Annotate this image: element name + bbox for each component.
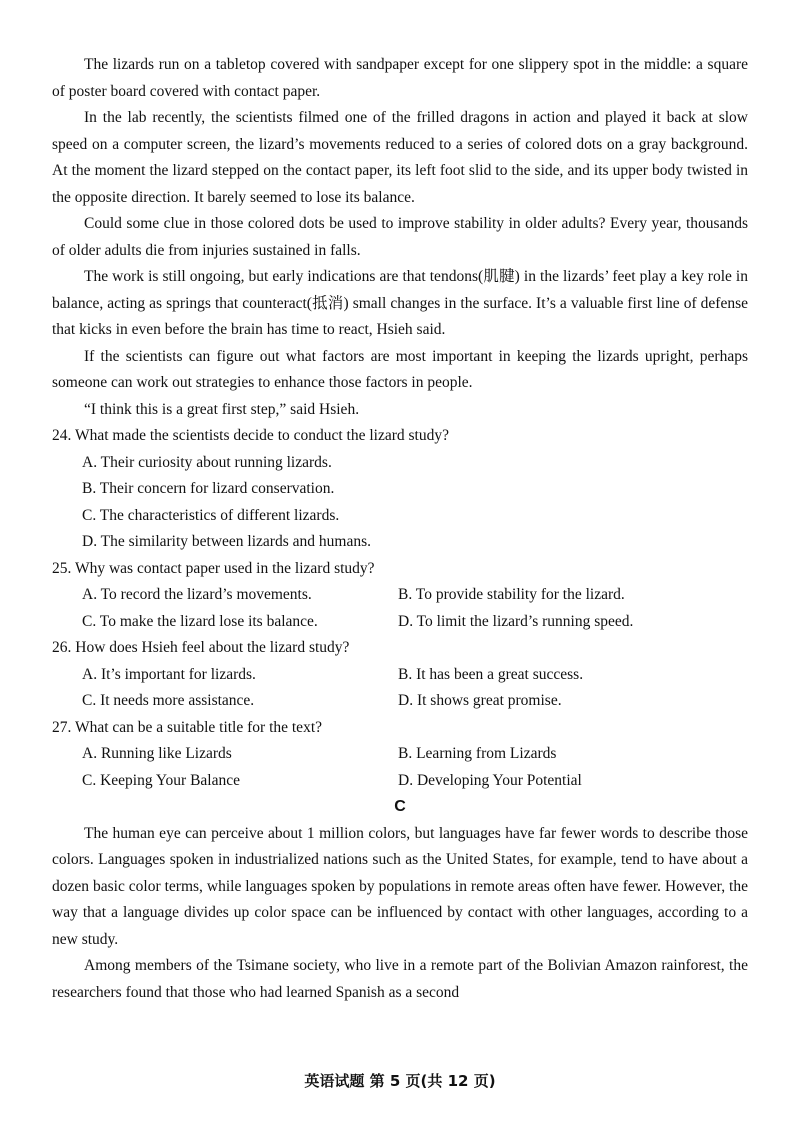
passage-b-paragraph-2: In the lab recently, the scientists filmed one of the frilled dragons in action and played it back at slow speed on a computer screen, the lizard’s movements reduced to a series of colored dots on a gray background. At the moment the lizard stepped on the contact paper, its left foot slid to the side, and its upper body twisted in the opposite direction. It barely seemed to lose its balance.: [52, 109, 748, 206]
passage-b-paragraph-4: The work is still ongoing, but early indications are that tendons(肌腱) in the lizards’ feet play a key role in balance, acting as springs that counteract(抵消) small changes in the surface. It’s a valuable first line of defense that kicks in even before the brain has time to react, Hsieh said.: [52, 268, 748, 338]
passage-c-paragraph-1: The human eye can perceive about 1 million colors, but languages have far fewer words to describe those colors. Languages spoken in industrialized nations such as the United States, for example, tend to have about a dozen basic color terms, while languages spoken by populations in remote areas often have fewer. However, the way that a language divides up color space can be influenced by contact with other languages, according to a new study.: [52, 824, 748, 948]
option-a: A. To record the lizard’s movements.: [82, 586, 312, 603]
question-24: [52, 423, 748, 556]
passage-c-paragraph-2: Among members of the Tsimane society, who live in a remote part of the Bolivian Amazon rainforest, the researchers found that those who had learned Spanish as a second: [52, 957, 748, 1001]
option-c: C. The characteristics of different lizards.: [82, 506, 340, 524]
question-stem: 25. Why was contact paper used in the lizard study?: [52, 559, 375, 577]
option-a: A. Running like Lizards: [82, 745, 232, 762]
question-options: [52, 741, 748, 794]
passage-b-paragraph-3: Could some clue in those colored dots be used to improve stability in older adults? Every year, thousands of older adults die from injuries sustained in falls.: [52, 215, 748, 259]
option-a: A. It’s important for lizards.: [82, 665, 256, 683]
option-d: D. To limit the lizard’s running speed.: [398, 612, 634, 630]
option-b: B. To provide stability for the lizard.: [398, 586, 625, 603]
option-d: D. It shows great promise.: [398, 692, 562, 709]
question-options: [52, 450, 748, 556]
question-25: [52, 556, 748, 636]
passage-b-body: [52, 52, 748, 423]
question-options: [52, 662, 748, 715]
question-options: [52, 582, 748, 635]
option-a: A. Their curiosity about running lizards.: [82, 453, 332, 471]
option-b: B. It has been a great success.: [398, 665, 584, 683]
section-c-heading: C: [394, 798, 406, 815]
option-d: D. Developing Your Potential: [398, 771, 582, 789]
question-26: [52, 635, 748, 715]
passage-b-paragraph-5: If the scientists can figure out what factors are most important in keeping the lizards upright, perhaps someone can work out strategies to enhance those factors in people.: [52, 347, 748, 391]
question-stem: 24. What made the scientists decide to conduct the lizard study?: [52, 427, 449, 444]
question-stem: 26. How does Hsieh feel about the lizard study?: [52, 639, 350, 656]
passage-b-paragraph-1: The lizards run on a tabletop covered with sandpaper except for one slippery spot in the middle: a square of poster board covered with contact paper.: [52, 56, 748, 100]
question-27: [52, 715, 748, 795]
page-footer: 英语试题 第 5 页(共 12 页): [304, 1072, 496, 1090]
question-stem: 27. What can be a suitable title for the text?: [52, 718, 323, 736]
passage-b-paragraph-6: “I think this is a great first step,” said Hsieh.: [84, 400, 360, 418]
option-c: C. It needs more assistance.: [82, 692, 255, 709]
option-b: B. Their concern for lizard conservation.: [82, 480, 335, 497]
option-c: C. To make the lizard lose its balance.: [82, 612, 318, 630]
option-d: D. The similarity between lizards and humans.: [82, 533, 371, 550]
passage-c-body: [52, 821, 748, 1007]
option-c: C. Keeping Your Balance: [82, 771, 240, 789]
option-b: B. Learning from Lizards: [398, 745, 557, 762]
